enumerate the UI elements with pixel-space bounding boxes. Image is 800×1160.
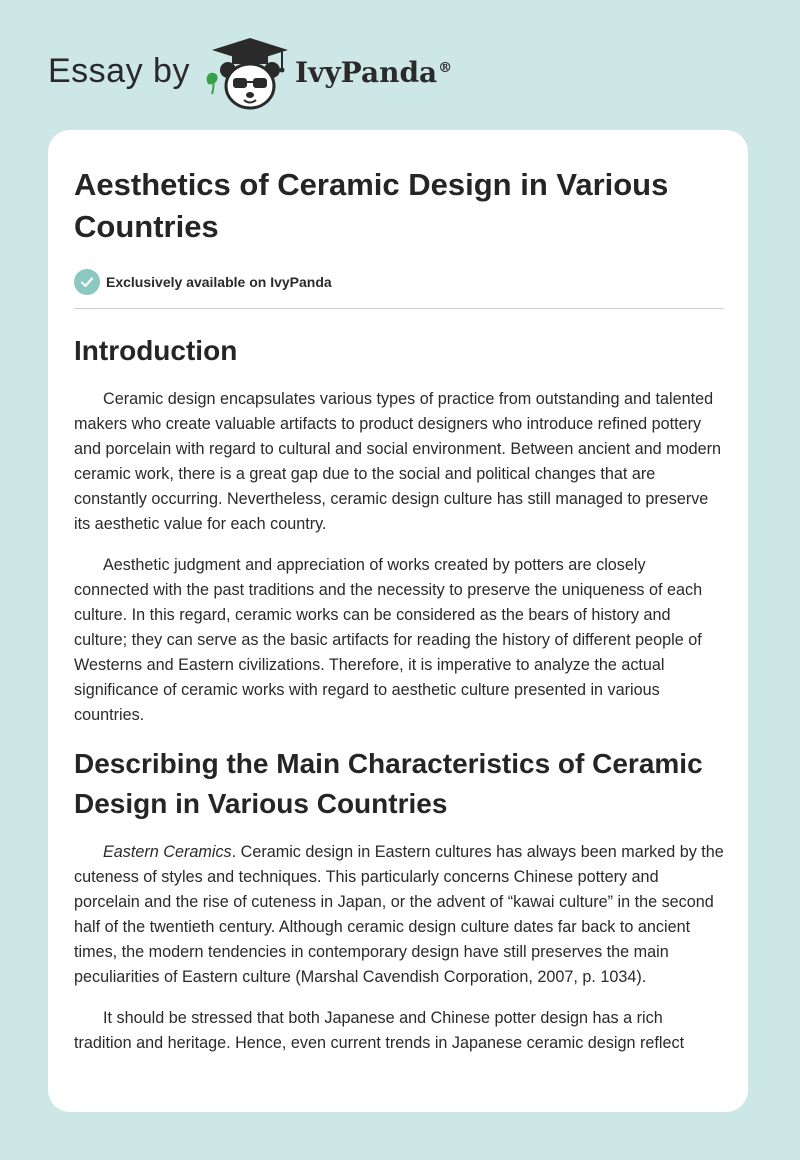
brand-name[interactable] [295, 56, 452, 89]
essay-content [74, 164, 724, 1072]
section-heading-introduction: Introduction [74, 335, 238, 366]
brand-text: IvyPanda [295, 56, 438, 89]
paragraph: It should be stressed that both Japanese and Chinese potter design has a rich tradition and heritage. Hence, even current trends in Japanese ceramic design reflect [74, 1009, 685, 1052]
paragraph-text: . Ceramic design in Eastern cultures has always been marked by the cuteness of styles and techniques. This particularly concerns Chinese pottery and porcelain and the rise of cuteness in Japan, or the advent of “kawai culture” in the second half of the twentieth century. Although ceramic design culture dates far back to ancient times, the modern tendencies in contemporary design have still preserves the main peculiarities of Eastern culture (Marshal Cavendish Corporation, 2007, p. 1034). [74, 843, 724, 986]
paragraph: Ceramic design encapsulates various types of practice from outstanding and talented makers who create valuable artifacts to product designers who introduce refined pottery and porcelain with regard to cultural and social environment. Between ancient and modern ceramic work, there is a great gap due to the social and political changes that are constantly occurring. Nevertheless, ceramic design culture has still managed to preserve its aesthetic value for each country. [74, 390, 721, 533]
panda-graduate-logo-icon[interactable] [200, 36, 290, 112]
paragraph: Aesthetic judgment and appreciation of works created by potters are closely connected with the past traditions and the necessity to preserve the uniqueness of each culture. In this regard, ceramic works can be considered as the bears of history and culture; they can serve as the basic artifacts for reading the history of different people of Westerns and Eastern civilizations. Therefore, it is imperative to analyze the actual significance of ceramic works with regard to aesthetic culture presented in various countries. [74, 556, 703, 724]
exclusive-badge [74, 268, 724, 296]
site-header [48, 30, 748, 112]
paragraph [74, 840, 724, 990]
check-icon [74, 269, 100, 295]
divider [74, 308, 724, 309]
exclusive-badge-text: Exclusively available on IvyPanda [106, 274, 332, 290]
essay-by-label: Essay by [48, 52, 190, 90]
registered-mark: ® [438, 59, 453, 76]
section-heading-characteristics: Describing the Main Characteristics of Ceramic Design in Various Countries [74, 748, 703, 819]
eastern-ceramics-term: Eastern Ceramics [103, 843, 232, 861]
essay-title: Aesthetics of Ceramic Design in Various Countries [74, 167, 669, 244]
essay-card [48, 130, 748, 1112]
